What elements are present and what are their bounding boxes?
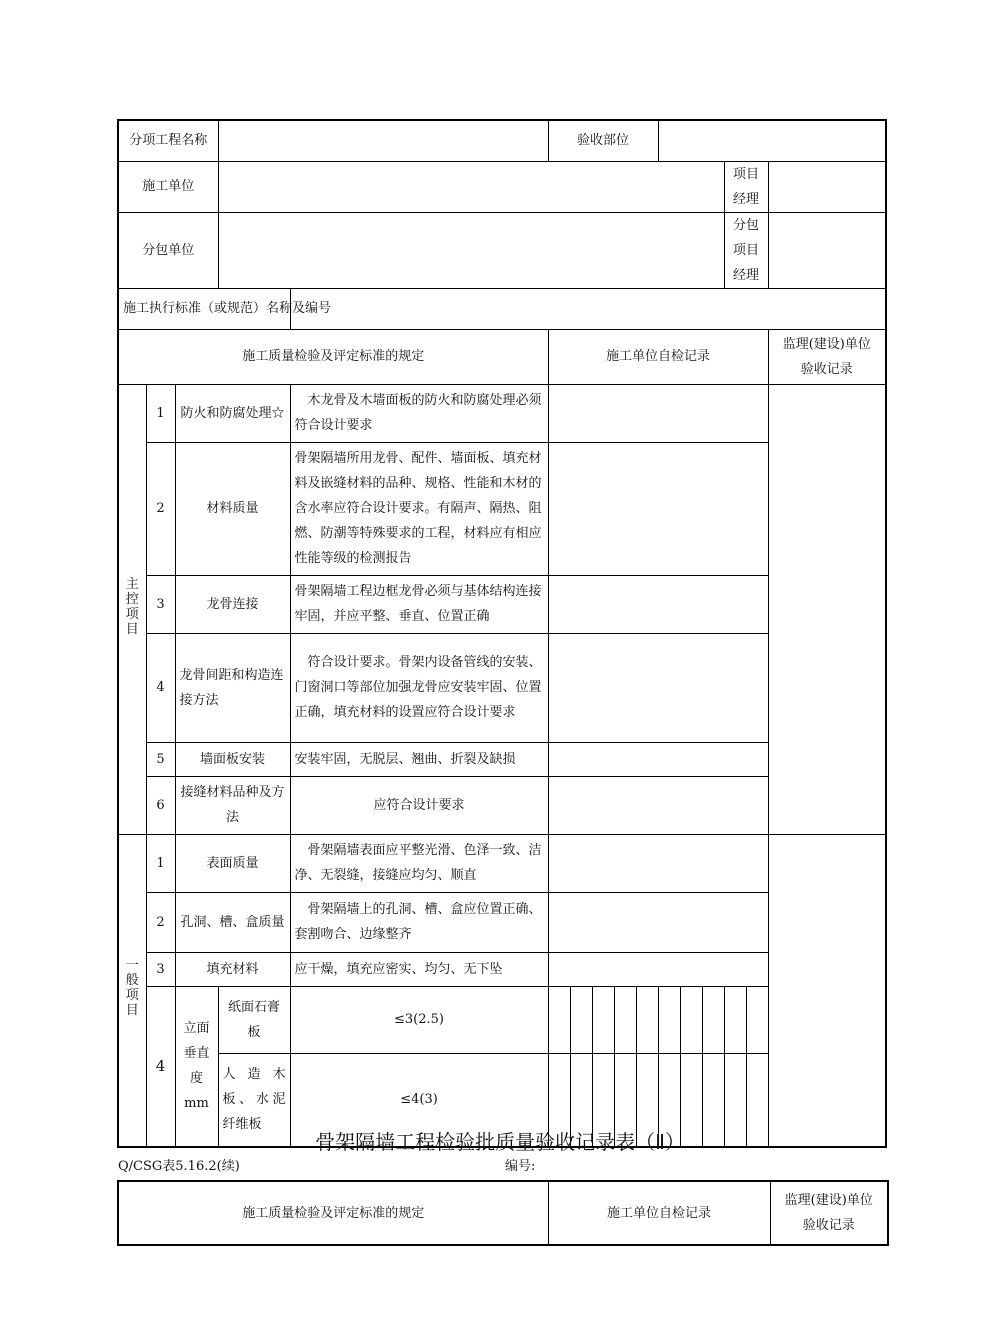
measure-cell[interactable] — [570, 986, 592, 1053]
item-number: 3 — [146, 952, 175, 986]
measure-cell[interactable] — [658, 986, 680, 1053]
tolerance-value: ≤4(3) — [290, 1053, 548, 1147]
item-spec: 骨架隔墙所用龙骨、配件、墙面板、填充材料及嵌缝材料的品种、规格、性能和木材的含水率应符合设计要求。有隔声、隔热、阻燃、防潮等特殊要求的工程，材料应有相应性能等级的检测报告 — [290, 442, 548, 575]
supervisor-header-line1: 监理(建设)单位 — [784, 1193, 873, 1208]
general-items-group-label: 一般项目 — [118, 834, 146, 1147]
form-number-label: 编号: — [505, 1159, 536, 1174]
item-number: 2 — [146, 892, 175, 952]
general-item-row — [118, 834, 886, 892]
document-title: 骨架隔墙工程检验批质量验收记录表（Ⅱ） — [315, 1130, 685, 1154]
item-name: 墙面板安装 — [175, 742, 290, 776]
standard-column-header: 施工质量检验及评定标准的规定 — [118, 329, 548, 384]
item-name: 孔洞、槽、盒质量 — [175, 892, 290, 952]
item-number: 2 — [146, 442, 175, 575]
item-number: 3 — [146, 575, 175, 633]
measure-cell[interactable] — [614, 986, 636, 1053]
self-check-cell[interactable] — [548, 834, 768, 892]
main-items-group-label: 主控项目 — [118, 384, 146, 834]
item-spec: 骨架隔墙上的孔洞、槽、盒应位置正确、套割吻合、边缘整齐 — [290, 892, 548, 952]
self-check-cell[interactable] — [548, 442, 768, 575]
supervisor-header-line2: 验收记录 — [802, 1218, 855, 1233]
project-manager-label: 项目经理 — [724, 161, 768, 212]
column-header-row — [118, 1181, 888, 1245]
measure-cell[interactable] — [746, 986, 768, 1053]
item-name: 填充材料 — [175, 952, 290, 986]
item-name: 防火和防腐处理☆ — [175, 384, 290, 442]
item-number: 1 — [146, 384, 175, 442]
self-check-cell[interactable] — [548, 952, 768, 986]
main-item-row — [118, 384, 886, 442]
item-number: 6 — [146, 776, 175, 834]
measure-cell[interactable] — [724, 986, 746, 1053]
supervisor-cell-general[interactable] — [768, 834, 886, 1147]
self-check-cell[interactable] — [548, 776, 768, 834]
column-header-row — [118, 329, 886, 384]
self-check-cell[interactable] — [548, 384, 768, 442]
header-row-subproject — [118, 120, 886, 161]
construction-unit-label: 施工单位 — [118, 161, 218, 212]
subproject-name-label: 分项工程名称 — [118, 120, 218, 161]
item-spec: 安装牢固，无脱层、翘曲、折裂及缺损 — [290, 742, 548, 776]
project-manager-value[interactable] — [768, 161, 886, 212]
self-check-cell[interactable] — [548, 742, 768, 776]
item-name: 立面垂直度mm — [175, 986, 218, 1147]
construction-unit-value[interactable] — [218, 161, 724, 212]
self-check-cell[interactable] — [548, 633, 768, 742]
measure-cell[interactable] — [592, 986, 614, 1053]
item-spec: 应符合设计要求 — [290, 776, 548, 834]
item-number: 1 — [146, 834, 175, 892]
measure-cell[interactable] — [680, 986, 702, 1053]
item-number: 5 — [146, 742, 175, 776]
standard-value[interactable] — [290, 288, 886, 329]
inspection-form-table — [117, 119, 887, 1148]
self-check-cell[interactable] — [548, 575, 768, 633]
item-spec: 骨架隔墙工程边框龙骨必须与基体结构连接牢固，并应平整、垂直、位置正确 — [290, 575, 548, 633]
self-check-cell[interactable] — [548, 892, 768, 952]
supervisor-column-header — [768, 329, 886, 384]
item-spec: 木龙骨及木墙面板的防火和防腐处理必须符合设计要求 — [290, 384, 548, 442]
measure-cell[interactable] — [702, 986, 724, 1053]
item-number: 4 — [146, 986, 175, 1147]
self-check-column-header: 施工单位自检记录 — [548, 329, 768, 384]
form-code: Q/CSG表5.16.2(续) — [118, 1159, 240, 1174]
item-spec: 应干燥，填充应密实、均匀、无下坠 — [290, 952, 548, 986]
supervisor-header-line1: 监理(建设)单位 — [782, 336, 871, 352]
supervisor-header-line2: 验收记录 — [800, 361, 853, 377]
item-name: 龙骨连接 — [175, 575, 290, 633]
standard-label: 施工执行标准（或规范）名称及编号 — [118, 288, 290, 329]
subcontractor-value[interactable] — [218, 212, 724, 288]
header-row-construction-unit — [118, 161, 886, 212]
supervisor-cell-main[interactable] — [768, 384, 886, 834]
item-name: 龙骨间距和构造连接方法 — [175, 633, 290, 742]
acceptance-part-label: 验收部位 — [548, 120, 658, 161]
item-spec: 符合设计要求。骨架内设备管线的安装、门窗洞口等部位加强龙骨应安装牢固、位置正确，填充材料的设置应符合设计要求 — [290, 633, 548, 742]
self-check-column-header: 施工单位自检记录 — [548, 1181, 770, 1245]
sub-material: 纸面石膏板 — [218, 986, 290, 1053]
item-name: 接缝材料品种及方法 — [175, 776, 290, 834]
measure-cell[interactable] — [636, 986, 658, 1053]
sub-material: 人造木板、水泥纤维板 — [218, 1053, 290, 1147]
subcontractor-label: 分包单位 — [118, 212, 218, 288]
subproject-name-value[interactable] — [218, 120, 548, 161]
header-row-subcontractor — [118, 212, 886, 288]
sub-project-manager-label: 分包项目经理 — [724, 212, 768, 288]
item-spec: 骨架隔墙表面应平整光滑、色泽一致、洁净、无裂缝，接缝应均匀、顺直 — [290, 834, 548, 892]
continuation-header-table — [117, 1180, 889, 1246]
standard-column-header: 施工质量检验及评定标准的规定 — [118, 1181, 548, 1245]
item-number: 4 — [146, 633, 175, 742]
item-name: 材料质量 — [175, 442, 290, 575]
tolerance-value: ≤3(2.5) — [290, 986, 548, 1053]
measure-cell[interactable] — [548, 986, 570, 1053]
item-name: 表面质量 — [175, 834, 290, 892]
acceptance-part-value[interactable] — [658, 120, 886, 161]
supervisor-column-header — [770, 1181, 888, 1245]
header-row-standard — [118, 288, 886, 329]
sub-project-manager-value[interactable] — [768, 212, 886, 288]
